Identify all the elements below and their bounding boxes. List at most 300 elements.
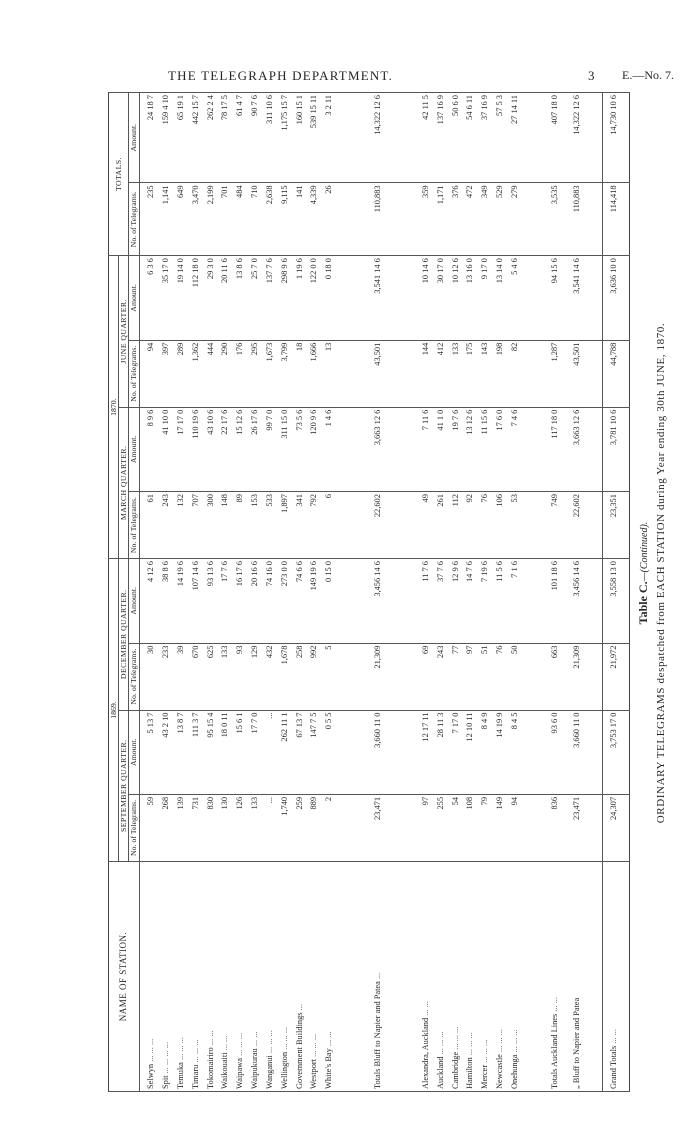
telegram-count-cell: 144 — [418, 340, 433, 407]
amount-cell: 74 6 6 — [292, 559, 307, 644]
telegram-count-cell: 484 — [232, 183, 247, 256]
amount-cell: 3,781 10 6 — [603, 407, 626, 491]
amount-cell: 14,322 12 6 — [366, 93, 388, 183]
amount-cell: 50 6 0 — [448, 93, 463, 183]
telegram-count-cell: 50 — [507, 643, 522, 710]
amount-cell: 93 6 0 — [544, 710, 566, 794]
telegram-count-cell: 133 — [448, 340, 463, 407]
header-no-of-telegrams: No. of Telegrams. — [129, 492, 139, 559]
amount-cell: 0 18 0 — [321, 256, 336, 341]
station-name: Newcastle — [495, 1054, 505, 1089]
amount-cell: 20 11 6 — [218, 256, 233, 341]
telegram-count-cell: 139 — [173, 794, 188, 861]
spacer-cell — [388, 93, 418, 183]
table-row — [262, 93, 277, 1092]
spacer-cell — [336, 407, 366, 491]
spacer-cell — [625, 407, 630, 491]
amount-cell: 42 11 5 — [418, 93, 433, 183]
station-name: Totals Bluff to Napier and Patea — [372, 981, 382, 1089]
amount-cell: 27 14 11 — [507, 93, 522, 183]
spacer-row — [522, 93, 544, 1092]
header-amount — [129, 93, 139, 183]
header-no-of-telegrams: No. of Telegrams. — [129, 643, 139, 710]
telegram-count-cell: 93 — [232, 643, 247, 710]
amount-cell: 112 18 0 — [188, 256, 203, 341]
station-name-cell — [366, 861, 388, 1091]
station-name: Tokomairiro — [205, 1047, 215, 1089]
amount-cell: 17 6 0 — [492, 407, 507, 491]
spacer-cell — [625, 794, 630, 861]
telegram-count-cell: 233 — [158, 643, 173, 710]
station-name: Waipawa — [235, 1058, 245, 1089]
spacer-cell — [522, 93, 544, 183]
telegram-count-cell: 21,972 — [603, 643, 626, 710]
spacer-cell — [336, 256, 366, 341]
amount-cell: ... — [262, 710, 277, 794]
station-name-cell — [292, 861, 307, 1091]
spacer-cell — [588, 93, 603, 183]
amount-cell: 7 4 6 — [507, 407, 522, 491]
header-no-of-telegrams: No. of Telegrams. — [129, 794, 139, 861]
station-name-cell — [492, 861, 507, 1091]
spacer-cell — [336, 183, 366, 256]
amount-cell: 74 16 0 — [262, 559, 277, 644]
telegram-count-cell: 133 — [218, 643, 233, 710]
station-name: Cambridge — [450, 1051, 460, 1089]
amount-cell: 41 10 0 — [158, 407, 173, 491]
telegram-count-cell: 69 — [418, 643, 433, 710]
amount-cell: 13 14 0 — [492, 256, 507, 341]
station-name-cell — [188, 861, 203, 1091]
spacer-cell — [388, 407, 418, 491]
table-row — [292, 93, 307, 1092]
station-name-cell — [203, 861, 218, 1091]
telegram-count-cell: 710 — [247, 183, 262, 256]
table-row — [307, 93, 322, 1092]
header-december-quarter: DECEMBER QUARTER. — [119, 559, 129, 710]
station-name-cell — [144, 861, 159, 1091]
station-name: Mercer — [480, 1064, 490, 1089]
telegram-count-cell: 176 — [232, 340, 247, 407]
amount-cell: 95 15 4 — [203, 710, 218, 794]
amount-cell: 407 18 0 — [544, 93, 566, 183]
telegram-count-cell: 148 — [218, 492, 233, 559]
amount-cell: 15 12 6 — [232, 407, 247, 491]
table-row — [232, 93, 247, 1092]
telegram-count-cell: 53 — [507, 492, 522, 559]
telegram-count-cell: 77 — [448, 643, 463, 710]
spacer-cell — [522, 407, 544, 491]
telegram-count-cell: 22,602 — [366, 492, 388, 559]
spacer-cell — [625, 183, 630, 256]
telegram-count-cell: 1,666 — [307, 340, 322, 407]
amount-cell: 3,541 14 6 — [366, 256, 388, 341]
amount-cell: 159 4 10 — [158, 93, 173, 183]
amount-cell: 61 4 7 — [232, 93, 247, 183]
amount-cell: 17 7 6 — [218, 559, 233, 644]
telegram-count-cell: 5 — [321, 643, 336, 710]
station-name-cell — [463, 861, 478, 1091]
amount-cell: 311 10 6 — [262, 93, 277, 183]
header-name-of-station: NAME OF STATION. — [109, 861, 140, 1091]
telegram-count-cell: 3,470 — [188, 183, 203, 256]
leader-dots: ... ... — [324, 1031, 334, 1047]
amount-cell: 3,541 14 6 — [566, 256, 588, 341]
spacer-cell — [336, 93, 366, 183]
leader-dots: ... ... ... — [450, 1026, 460, 1050]
spacer-cell — [625, 710, 630, 794]
telegram-count-cell: 51 — [477, 643, 492, 710]
telegram-count-cell: 1,287 — [544, 340, 566, 407]
telegram-count-cell: 243 — [158, 492, 173, 559]
amount-cell: 110 19 6 — [188, 407, 203, 491]
spacer-cell — [388, 256, 418, 341]
leader-dots: ... ... ... — [176, 1037, 186, 1061]
header-june-quarter: JUNE QUARTER. — [119, 256, 129, 407]
telegram-count-cell: 701 — [218, 183, 233, 256]
amount-cell: 8 4 5 — [507, 710, 522, 794]
amount-cell: 12 9 6 — [448, 559, 463, 644]
telegram-count-cell: 21,309 — [366, 643, 388, 710]
leader-dots: ... ... — [609, 1029, 619, 1044]
amount-cell: 15 6 1 — [232, 710, 247, 794]
spacer-cell — [588, 256, 603, 341]
header-year-1869: 1869. — [109, 559, 119, 862]
telegram-count-cell: 97 — [463, 643, 478, 710]
amount-cell: 14 19 6 — [173, 559, 188, 644]
telegram-count-cell: 6 — [321, 492, 336, 559]
leader-dots: ... ... ... — [279, 1026, 289, 1050]
spacer-cell — [522, 643, 544, 710]
amount-cell: 107 14 6 — [188, 559, 203, 644]
telegram-count-cell: 670 — [188, 643, 203, 710]
station-name-cell — [477, 861, 492, 1091]
table-row — [418, 93, 433, 1092]
spacer-row — [336, 93, 366, 1092]
amount-cell: 262 11 1 — [277, 710, 292, 794]
telegram-count-cell: 133 — [247, 794, 262, 861]
amount-cell: 38 8 6 — [158, 559, 173, 644]
telegram-count-cell: 412 — [433, 340, 448, 407]
station-name: White's Bay — [324, 1048, 334, 1089]
leader-dots: ... ... ... — [264, 1030, 274, 1054]
telegram-count-cell: 23,471 — [566, 794, 588, 861]
station-name-cell — [433, 861, 448, 1091]
amount-cell: 13 8 6 — [232, 256, 247, 341]
telegram-count-cell: 9,115 — [277, 183, 292, 256]
telegram-count-cell: 3,535 — [544, 183, 566, 256]
amount-cell: 298 9 6 — [277, 256, 292, 341]
amount-cell: 3,456 14 6 — [566, 559, 588, 644]
header-no-of-telegrams: No. of Telegrams. — [129, 340, 139, 407]
spacer-row — [625, 93, 630, 1092]
amount-cell: 26 17 6 — [247, 407, 262, 491]
station-name: Wellington — [279, 1051, 289, 1089]
amount-cell: 117 18 0 — [544, 407, 566, 491]
leader-dots: ... ... ... — [435, 1031, 445, 1055]
leader-dots: ... ... ... — [509, 1029, 519, 1053]
running-title: THE TELEGRAPH DEPARTMENT. — [168, 68, 394, 83]
header-row-years — [109, 93, 119, 1092]
station-name: Hamilton — [465, 1057, 475, 1089]
spacer-cell — [588, 710, 603, 794]
station-name: Wanganui — [264, 1055, 274, 1089]
telegram-count-cell: 243 — [433, 643, 448, 710]
amount-cell: 37 7 6 — [433, 559, 448, 644]
table-continued: —(Continued). — [639, 521, 650, 582]
station-name: Waipukurau — [250, 1048, 260, 1089]
telegram-count-cell: 1,673 — [262, 340, 277, 407]
amount-cell: 7 19 6 — [477, 559, 492, 644]
amount-cell: 19 14 0 — [173, 256, 188, 341]
amount-cell: 67 13 7 — [292, 710, 307, 794]
telegram-count-cell: 258 — [292, 643, 307, 710]
telegram-count-cell: 22,602 — [566, 492, 588, 559]
amount-cell: 10 12 6 — [448, 256, 463, 341]
telegram-count-cell: 1,897 — [277, 492, 292, 559]
station-name: Government Buildings — [294, 1012, 304, 1089]
telegram-count-cell: 82 — [507, 340, 522, 407]
telegram-count-cell: 2,199 — [203, 183, 218, 256]
telegram-count-cell: 23,351 — [603, 492, 626, 559]
spacer-cell — [625, 340, 630, 407]
table-row — [321, 93, 336, 1092]
telegram-count-cell: 2 — [321, 794, 336, 861]
amount-cell: 5 4 6 — [507, 256, 522, 341]
amount-cell: 78 17 5 — [218, 93, 233, 183]
amount-cell: 12 17 11 — [418, 710, 433, 794]
telegram-count-cell: 76 — [477, 492, 492, 559]
station-name: „ Bluff to Napier and Patea — [572, 997, 582, 1089]
telegram-count-cell: 126 — [232, 794, 247, 861]
amount-cell: 7 17 0 — [448, 710, 463, 794]
leader-dots: ... ... ... — [190, 1039, 200, 1063]
spacer-cell — [336, 492, 366, 559]
telegram-count-cell: 106 — [492, 492, 507, 559]
spacer-cell — [625, 643, 630, 710]
header-amount-label: Amount. — [129, 435, 139, 464]
amount-cell: 442 15 7 — [188, 93, 203, 183]
amount-cell: 14 19 9 — [492, 710, 507, 794]
telegram-count-cell: 749 — [544, 492, 566, 559]
header-march-quarter: MARCH QUARTER. — [119, 407, 129, 558]
amount-cell: 35 17 0 — [158, 256, 173, 341]
header-amount-label: Amount. — [129, 738, 139, 767]
station-name: Westport — [309, 1058, 319, 1089]
telegram-count-cell: 94 — [144, 340, 159, 407]
spacer-cell — [522, 559, 544, 644]
telegram-count-cell: 13 — [321, 340, 336, 407]
spacer-cell — [388, 340, 418, 407]
telegram-count-cell: 341 — [292, 492, 307, 559]
table-frame — [108, 92, 630, 1092]
amount-cell: 8 9 6 — [144, 407, 159, 491]
amount-cell: 3,660 11 0 — [366, 710, 388, 794]
amount-cell: 30 17 0 — [433, 256, 448, 341]
telegram-count-cell: 290 — [218, 340, 233, 407]
table-body — [139, 93, 629, 1092]
amount-cell: 65 19 1 — [173, 93, 188, 183]
amount-cell: 57 5 3 — [492, 93, 507, 183]
spacer-cell — [522, 861, 544, 1091]
amount-cell: 4 12 6 — [144, 559, 159, 644]
spacer-cell — [336, 710, 366, 794]
station-name: Alexandra, Auckland — [420, 1017, 430, 1089]
spacer-cell — [522, 794, 544, 861]
leader-dots: ... — [294, 1004, 304, 1011]
telegram-count-cell: 889 — [307, 794, 322, 861]
spacer-cell — [336, 794, 366, 861]
telegram-count-cell: 79 — [477, 794, 492, 861]
amount-cell: 93 13 6 — [203, 559, 218, 644]
telegram-count-cell: 792 — [307, 492, 322, 559]
amount-cell: 3,663 12 6 — [566, 407, 588, 491]
spacer-cell — [588, 643, 603, 710]
telegram-count-cell: 376 — [448, 183, 463, 256]
amount-cell: 16 17 6 — [232, 559, 247, 644]
table-row — [173, 93, 188, 1092]
telegram-count-cell: 24,307 — [603, 794, 626, 861]
telegram-count-cell: 3,799 — [277, 340, 292, 407]
telegram-count-cell: 129 — [247, 643, 262, 710]
table-row — [203, 93, 218, 1092]
spacer-cell — [522, 183, 544, 256]
leader-dots: ... ... — [550, 997, 560, 1012]
telegram-count-cell: 2,638 — [262, 183, 277, 256]
telegram-count-cell: 255 — [433, 794, 448, 861]
telegram-count-cell: 295 — [247, 340, 262, 407]
amount-cell: 262 2 4 — [203, 93, 218, 183]
amount-cell: 37 16 9 — [477, 93, 492, 183]
totals-row — [366, 93, 388, 1092]
amount-cell: 12 10 11 — [463, 710, 478, 794]
telegram-count-cell: 1,678 — [277, 643, 292, 710]
totals-row — [566, 93, 588, 1092]
table-row — [507, 93, 522, 1092]
leader-dots: ... ... ... — [146, 1038, 156, 1062]
header-amount-label: Amount. — [129, 587, 139, 615]
spacer-cell — [625, 559, 630, 644]
station-name-cell — [544, 861, 566, 1091]
station-name: Timaru — [190, 1064, 200, 1089]
amount-cell: 111 3 7 — [188, 710, 203, 794]
spacer-cell — [588, 794, 603, 861]
telegram-count-cell: 21,309 — [566, 643, 588, 710]
spacer-cell — [625, 492, 630, 559]
telegram-count-cell: 533 — [262, 492, 277, 559]
amount-cell: 22 17 6 — [218, 407, 233, 491]
amount-cell: 9 17 0 — [477, 256, 492, 341]
amount-cell: 1,175 15 7 — [277, 93, 292, 183]
station-name-cell — [448, 861, 463, 1091]
amount-cell: 3,663 12 6 — [366, 407, 388, 491]
spacer-cell — [522, 710, 544, 794]
spacer-cell — [388, 559, 418, 644]
spacer-cell — [625, 256, 630, 341]
telegram-count-cell: 30 — [144, 643, 159, 710]
telegram-count-cell: 235 — [144, 183, 159, 256]
telegram-count-cell: 141 — [292, 183, 307, 256]
table-row — [144, 93, 159, 1092]
telegram-count-cell: 472 — [463, 183, 478, 256]
amount-cell: 0 15 0 — [321, 559, 336, 644]
header-amount-label: Amount. — [129, 284, 139, 312]
telegram-count-cell: 112 — [448, 492, 463, 559]
amount-cell: 3,753 17 0 — [603, 710, 626, 794]
telegram-count-cell: 432 — [262, 643, 277, 710]
telegram-count-cell: ... — [262, 794, 277, 861]
spacer-cell — [336, 559, 366, 644]
leader-dots: ... ... — [420, 1001, 430, 1016]
telegram-count-cell: 175 — [463, 340, 478, 407]
table-row — [433, 93, 448, 1092]
header-no-of-telegrams: No. of Telegrams. — [129, 183, 139, 256]
telegram-count-cell: 94 — [507, 794, 522, 861]
telegram-count-cell: 76 — [492, 643, 507, 710]
amount-cell: 311 15 0 — [277, 407, 292, 491]
amount-cell: 120 9 6 — [307, 407, 322, 491]
leader-dots: ... ... ... — [495, 1028, 505, 1053]
telegram-count-cell: 43,501 — [566, 340, 588, 407]
spacer-cell — [588, 183, 603, 256]
station-name-cell — [566, 861, 588, 1091]
leader-dots: ... ... — [205, 1030, 215, 1046]
amount-cell: 11 15 6 — [477, 407, 492, 491]
telegram-count-cell: 663 — [544, 643, 566, 710]
telegram-count-cell: 130 — [218, 794, 233, 861]
telegram-count-cell: 259 — [292, 794, 307, 861]
amount-cell: 13 16 0 — [463, 256, 478, 341]
header-amount — [129, 256, 139, 341]
telegram-count-cell: 836 — [544, 794, 566, 861]
spacer-cell — [388, 794, 418, 861]
station-name: Totals Auckland Lines — [550, 1013, 560, 1089]
amount-cell: 20 16 6 — [247, 559, 262, 644]
telegram-count-cell: 268 — [158, 794, 173, 861]
amount-cell: 73 5 6 — [292, 407, 307, 491]
telegram-count-cell: 108 — [463, 794, 478, 861]
amount-cell: 137 16 9 — [433, 93, 448, 183]
leader-dots: ... ... — [220, 1035, 230, 1051]
amount-cell: 43 2 10 — [158, 710, 173, 794]
leader-dots: ... ... ... — [465, 1032, 475, 1056]
spacer-cell — [336, 861, 366, 1091]
telegram-count-cell: 43,501 — [366, 340, 388, 407]
amount-cell: 7 11 6 — [418, 407, 433, 491]
header-year-1870: 1870. — [109, 256, 119, 559]
spacer-cell — [388, 861, 418, 1091]
telegram-count-cell: 23,471 — [366, 794, 388, 861]
header-amount — [129, 559, 139, 644]
amount-cell: 41 1 0 — [433, 407, 448, 491]
telegram-count-cell: 279 — [507, 183, 522, 256]
amount-cell: 90 7 6 — [247, 93, 262, 183]
amount-cell: 160 15 1 — [292, 93, 307, 183]
amount-cell: 54 6 11 — [463, 93, 478, 183]
telegram-count-cell: 114,418 — [603, 183, 626, 256]
telegram-count-cell: 149 — [492, 794, 507, 861]
leader-dots: ... ... ... — [235, 1032, 245, 1056]
spacer-cell — [588, 407, 603, 491]
table-label: Table C. — [636, 581, 650, 625]
telegram-count-cell: 731 — [188, 794, 203, 861]
table-row — [218, 93, 233, 1092]
amount-cell: 17 7 0 — [247, 710, 262, 794]
leader-dots: ... ... ... — [480, 1039, 490, 1063]
telegram-count-cell: 830 — [203, 794, 218, 861]
amount-cell: 24 18 7 — [144, 93, 159, 183]
telegram-count-cell: 300 — [203, 492, 218, 559]
